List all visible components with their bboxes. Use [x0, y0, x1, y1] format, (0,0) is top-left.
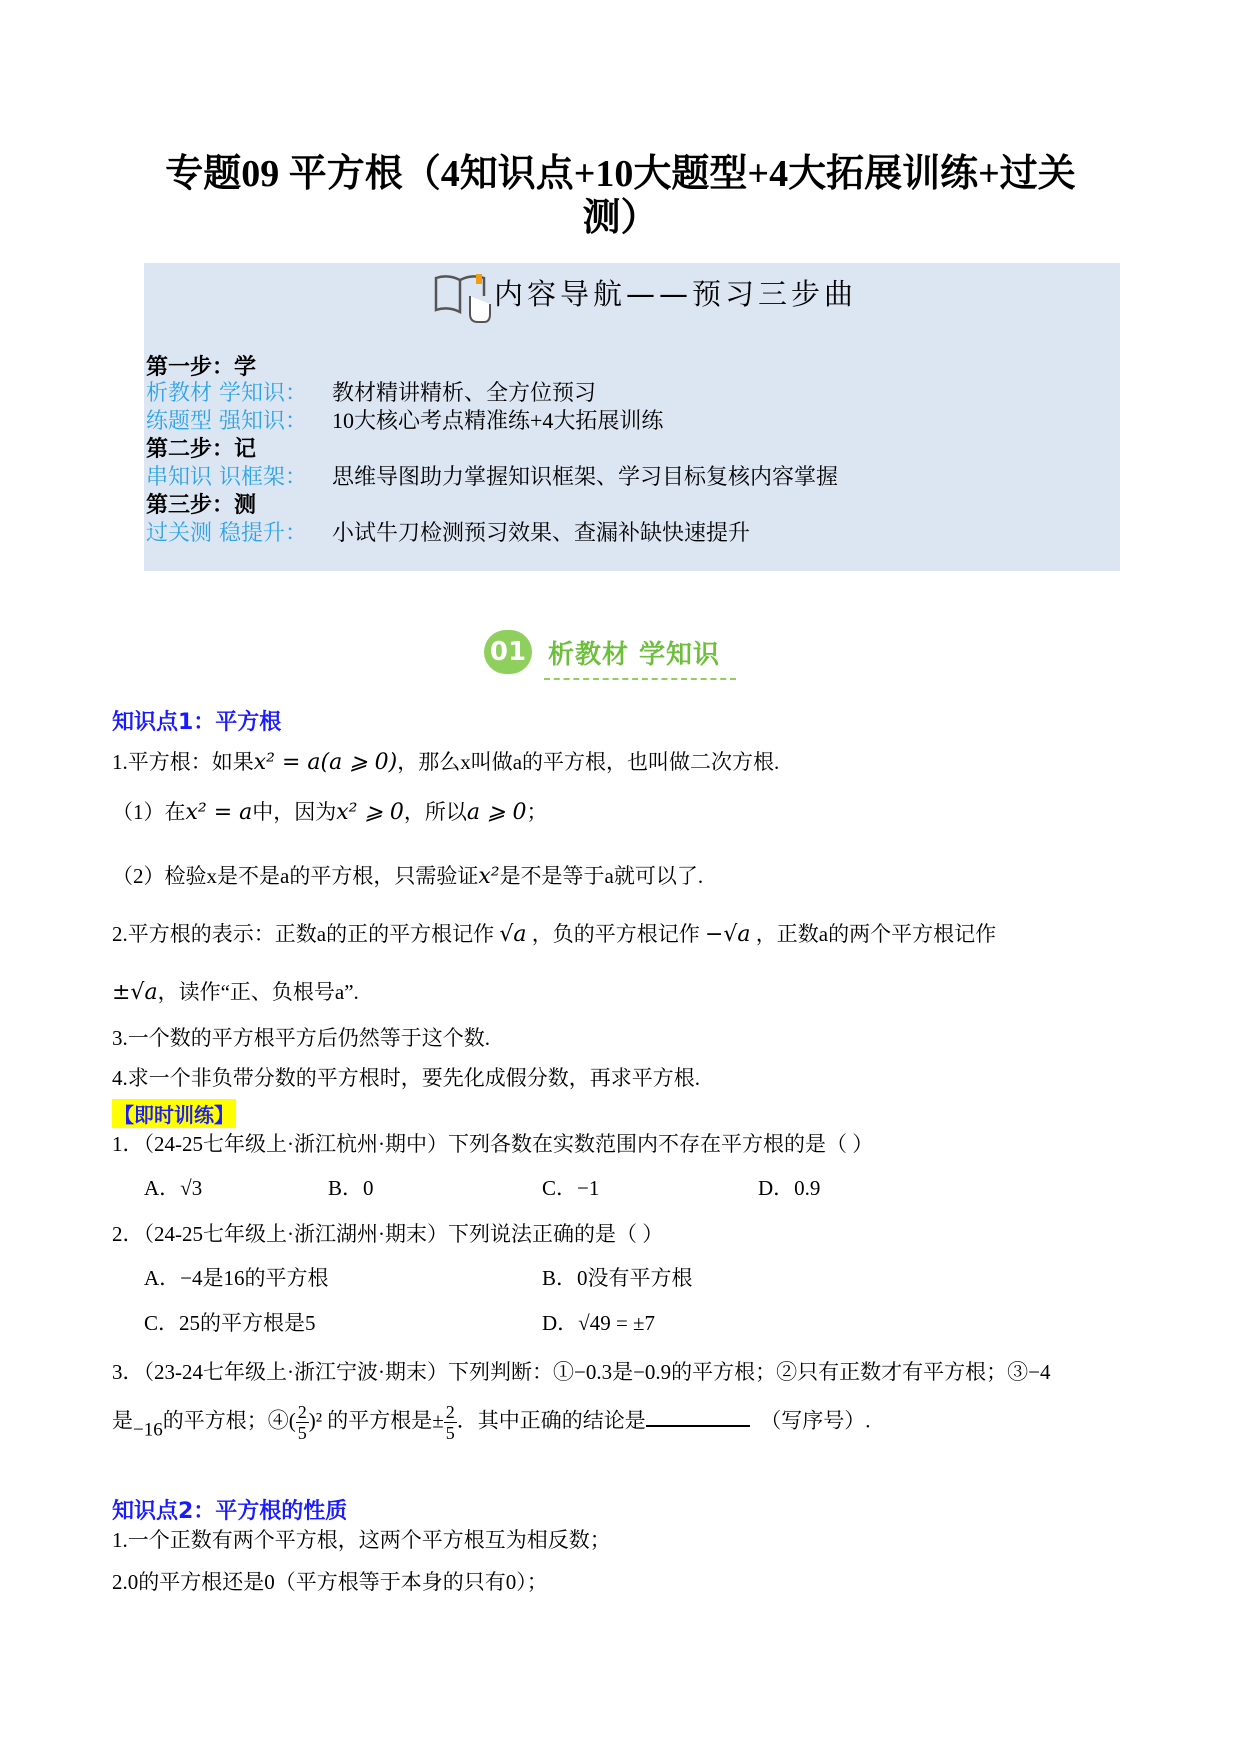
question-2: 2．（24-25七年级上·浙江湖州·期末）下列说法正确的是（ ） — [112, 1222, 664, 1246]
kp1-line-1: 1.平方根：如果x² = a(a ⩾ 0)，那么x叫做a的平方根，也叫做二次方根. — [112, 750, 780, 775]
math-expr: √a — [499, 922, 527, 947]
q1-option-c: C．−1 — [542, 1176, 600, 1200]
nav-row-1-key: 析教材 学知识： — [146, 381, 307, 406]
kp1-line-4: 2.平方根的表示：正数a的正的平方根记作 √a ，负的平方根记作 −√a ，正数a的两个平方根记作 — [112, 922, 997, 947]
math-expr: a ⩾ 0 — [466, 800, 527, 825]
math-expr: x² = a(a ⩾ 0) — [253, 750, 398, 775]
step3-label: 第三步：测 — [146, 492, 257, 517]
kp2-line-2: 2.0的平方根还是0（平方根等于本身的只有0）； — [112, 1570, 548, 1594]
nav-row-4-key: 过关测 稳提升： — [146, 521, 307, 546]
q1-option-d: D．0.9 — [758, 1176, 821, 1200]
nav-row-2 — [146, 404, 664, 435]
nav-row-2-key: 练题型 强知识： — [146, 409, 307, 434]
question-1: 1．（24-25七年级上·浙江杭州·期中）下列各数在实数范围内不存在平方根的是（ ） — [112, 1132, 874, 1156]
nav-row-4-value: 小试牛刀检测预习效果、查漏补缺快速提升 — [332, 520, 751, 545]
step1-label: 第一步：学 — [146, 354, 257, 379]
nav-row-1 — [146, 376, 597, 407]
answer-blank[interactable] — [646, 1405, 750, 1427]
q1-option-b: B．0 — [328, 1176, 374, 1200]
kp1-line-3: （2）检验x是不是a的平方根，只需验证x²是不是等于a就可以了. — [112, 864, 704, 889]
math-expr: −√a — [704, 922, 751, 947]
step2-label: 第二步：记 — [146, 436, 257, 461]
nav-row-3-key: 串知识 识框架： — [146, 465, 307, 490]
navigation-title: 内容导航——预习三步曲 — [494, 277, 858, 311]
kp1-line-7: 4.求一个非负带分数的平方根时，要先化成假分数，再求平方根. — [112, 1066, 700, 1090]
math-expr: x² — [478, 864, 500, 889]
kp1-line-5: ±√a，读作“正、负根号a”. — [112, 980, 359, 1005]
q2-option-b: B．0没有平方根 — [542, 1266, 693, 1290]
math-expr: x² = a — [185, 800, 253, 825]
knowledge-point-1-title: 知识点1：平方根 — [112, 710, 282, 735]
q2-option-a: A．−4是16的平方根 — [144, 1266, 329, 1290]
nav-row-3-value: 思维导图助力掌握知识框架、学习目标复核内容掌握 — [332, 464, 839, 489]
section-number-badge: 01 — [484, 630, 532, 674]
section-title: 析教材 学知识 — [548, 640, 721, 670]
kp1-line-2: （1）在x² = a中，因为x² ⩾ 0，所以a ⩾ 0； — [112, 800, 548, 825]
math-expr: ±√a — [112, 980, 158, 1005]
q2-option-c: C．25的平方根是5 — [144, 1311, 316, 1335]
practice-tag: 【即时训练】 — [112, 1099, 236, 1128]
knowledge-point-2-title: 知识点2：平方根的性质 — [112, 1499, 348, 1524]
q2-option-d: D．√49 = ±7 — [542, 1311, 656, 1335]
q1-option-a: A．√3 — [144, 1176, 203, 1200]
question-3-line-2: 是−16的平方根；④( $\frac{2}{5}$ )² 的平方根是± $\frac{2}{5}$ ．其中正确的结论是 （写序号）. — [112, 1402, 871, 1443]
book-hand-icon — [432, 266, 492, 324]
kp2-line-1: 1.一个正数有两个平方根，这两个平方根互为相反数； — [112, 1528, 611, 1552]
page-title-line2: 测） — [582, 197, 659, 239]
kp1-line-6: 3.一个数的平方根平方后仍然等于这个数. — [112, 1026, 490, 1050]
question-3-line-1: 3．（23-24七年级上·浙江宁波·期末）下列判断：①−0.3是−0.9的平方根；②只有正数才有平方根；③−4 — [112, 1360, 1051, 1384]
math-expr: x² ⩾ 0 — [336, 800, 404, 825]
page-title-line1: 专题09 平方根（4知识点+10大题型+4大拓展训练+过关 — [165, 153, 1076, 195]
section-underline — [544, 678, 736, 680]
nav-row-2-value: 10大核心考点精准练+4大拓展训练 — [332, 408, 664, 433]
fraction: $\frac{2}{5}$ — [297, 1402, 307, 1443]
nav-row-1-value: 教材精讲精析、全方位预习 — [332, 380, 597, 405]
nav-row-4 — [146, 516, 751, 547]
fraction: $\frac{2}{5}$ — [445, 1402, 455, 1443]
nav-row-3 — [146, 460, 839, 491]
